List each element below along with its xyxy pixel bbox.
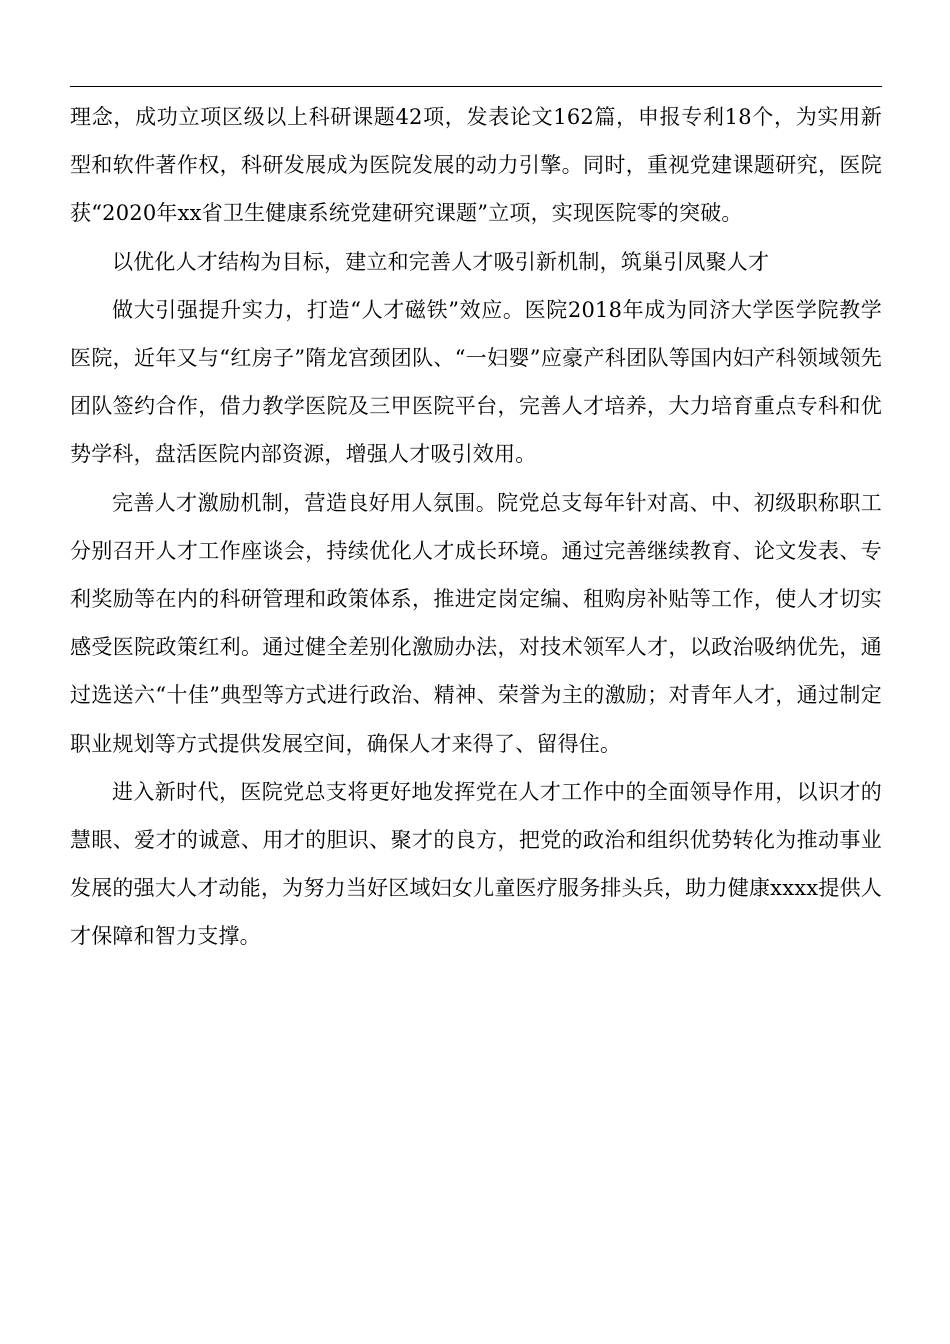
document-page — [70, 86, 882, 961]
paragraph-5: 进入新时代，医院党总支将更好地发挥党在人才工作中的全面领导作用，以识才的慧眼、爱才的诚意、用才的胆识、聚才的良方，把党的政治和组织优势转化为推动事业发展的强大人才动能，为努力当好区域妇女儿童医疗服务排头兵，助力健康xxxx提供人才保障和智力支撑。 — [70, 779, 882, 949]
document-body — [70, 93, 882, 961]
paragraph-2-heading: 以优化人才结构为目标，建立和完善人才吸引新机制，筑巢引凤聚人才 — [112, 249, 770, 274]
paragraph-1: 理念，成功立项区级以上科研课题42项，发表论文162篇，申报专利18个，为实用新型和软件著作权，科研发展成为医院发展的动力引擎。同时，重视党建课题研究，医院获“2020年xx省卫生健康系统党建研究课题”立项，实现医院零的突破。 — [70, 105, 882, 226]
header-rule — [70, 86, 882, 87]
paragraph-3: 做大引强提升实力，打造“人才磁铁”效应。医院2018年成为同济大学医学院教学医院，近年又与“红房子”隋龙宫颈团队、“一妇婴”应豪产科团队等国内妇产科领域领先团队签约合作，借力教学医院及三甲医院平台，完善人才培养，大力培育重点专科和优势学科，盘活医院内部资源，增强人才吸引效用。 — [70, 297, 882, 467]
paragraph-4: 完善人才激励机制，营造良好用人氛围。院党总支每年针对高、中、初级职称职工分别召开人才工作座谈会，持续优化人才成长环境。通过完善继续教育、论文发表、专利奖励等在内的科研管理和政策体系，推进定岗定编、租购房补贴等工作，使人才切实感受医院政策红利。通过健全差别化激励办法，对技术领军人才，以政治吸纳优先，通过选送六“十佳”典型等方式进行政治、精神、荣誉为主的激励；对青年人才，通过制定职业规划等方式提供发展空间，确保人才来得了、留得住。 — [70, 490, 882, 756]
